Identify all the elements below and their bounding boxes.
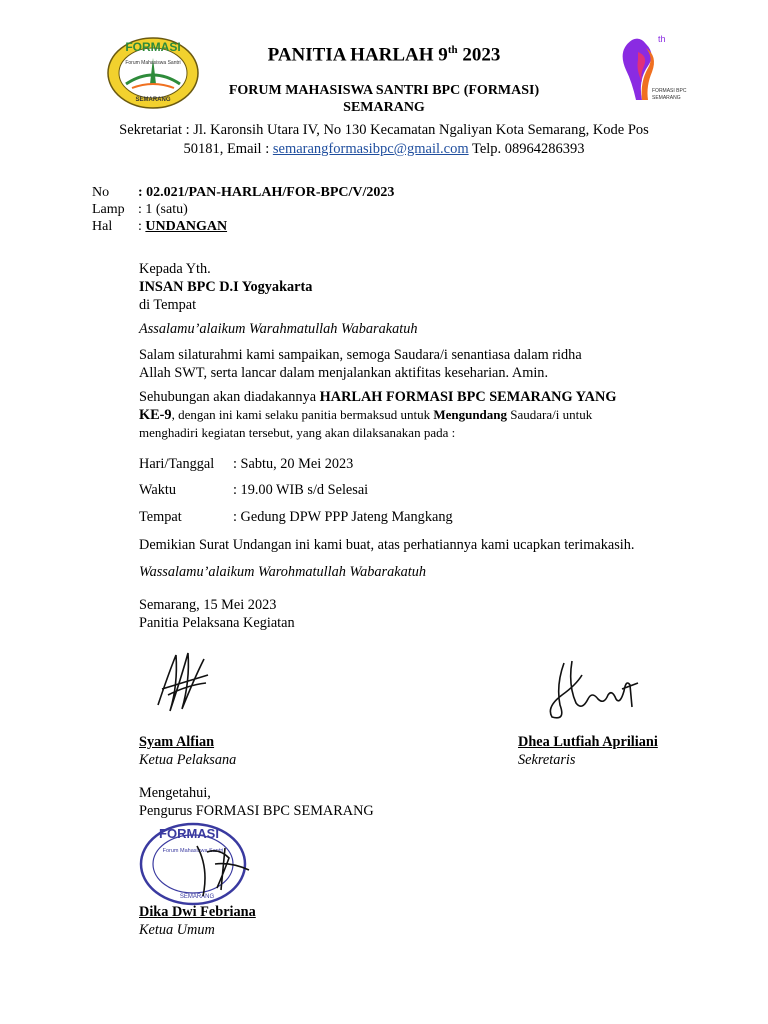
signer-syam: Syam Alfian Ketua Pelaksana <box>139 734 237 768</box>
formasi-stamp <box>137 818 255 910</box>
email-link[interactable]: semarangformasibpc@gmail.com <box>272 141 469 157</box>
paragraph-greeting: Salam silaturahmi kami sampaikan, semoga Saudara/i senantiasa dalam ridha Allah SWT, serta lancar dalam menjalankan aktifitas keseharian. Amin. <box>139 347 582 381</box>
acknowledgement: Mengetahui, Pengurus FORMASI BPC SEMARANG <box>139 785 374 819</box>
letter-subject: Hal : UNDANGAN <box>92 219 228 234</box>
detail-venue: Tempat : Gedung DPW PPP Jateng Mangkang <box>139 509 453 525</box>
svg-text:th: th <box>658 34 666 44</box>
detail-time: Waktu : 19.00 WIB s/d Selesai <box>139 482 369 498</box>
letter-number: No : 02.021/PAN-HARLAH/FOR-BPC/V/2023 <box>92 185 395 200</box>
place-date: Semarang, 15 Mei 2023 Panitia Pelaksana Kegiatan <box>139 597 295 631</box>
signature-syam-alfian <box>148 645 218 721</box>
svg-text:SEMARANG: SEMARANG <box>179 894 215 900</box>
closing-paragraph: Demikian Surat Undangan ini kami buat, atas perhatiannya kami ucapkan terimakasih. <box>139 537 635 553</box>
closing-salutation: Wassalamu’alaikum Warohmatullah Wabarakatuh <box>139 564 427 580</box>
svg-text:SEMARANG: SEMARANG <box>652 95 681 101</box>
signature-dhea-lutfiah <box>542 655 642 725</box>
paragraph-invitation: Sehubungan akan diadakannya HARLAH FORMASI BPC SEMARANG YANG KE-9, dengan ini kami selaku panitia bermaksud untuk Mengundang Saudara/i untuk menghadiri kegiatan tersebut, yang akan dilaksanakan pada : <box>139 389 617 440</box>
svg-text:Forum Mahasiswa Santri: Forum Mahasiswa Santri <box>125 60 181 66</box>
svg-text:FORMASI: FORMASI <box>125 40 181 54</box>
svg-text:SEMARANG: SEMARANG <box>135 97 171 103</box>
secretariat-address: Sekretariat : Jl. Karonsih Utara IV, No 130 Kecamatan Ngaliyan Kota Semarang, Kode Pos 50181, Email : semarangformasibpc@gmail.com Telp. 08964286393 <box>119 122 649 157</box>
svg-text:FORMASI BPC: FORMASI BPC <box>652 88 687 94</box>
opening-salutation: Assalamu’alaikum Warahmatullah Wabarakatuh <box>139 321 418 337</box>
letter-title: PANITIA HARLAH 9th 2023 <box>267 44 501 66</box>
svg-text:FORMASI: FORMASI <box>159 826 219 841</box>
signer-dhea: Dhea Lutfiah Apriliani Sekretaris <box>518 734 658 768</box>
detail-date: Hari/Tanggal : Sabtu, 20 Mei 2023 <box>139 456 354 472</box>
signer-dika: Dika Dwi Febriana Ketua Umum <box>139 904 256 938</box>
recipient-block: Kepada Yth. INSAN BPC D.I Yogyakarta di Tempat <box>139 261 313 313</box>
letter-attachment: Lamp : 1 (satu) <box>92 202 188 217</box>
organization-name: FORUM MAHASISWA SANTRI BPC (FORMASI) SEMARANG <box>228 83 540 115</box>
svg-text:Forum Mahasiswa Santri: Forum Mahasiswa Santri <box>162 848 224 854</box>
